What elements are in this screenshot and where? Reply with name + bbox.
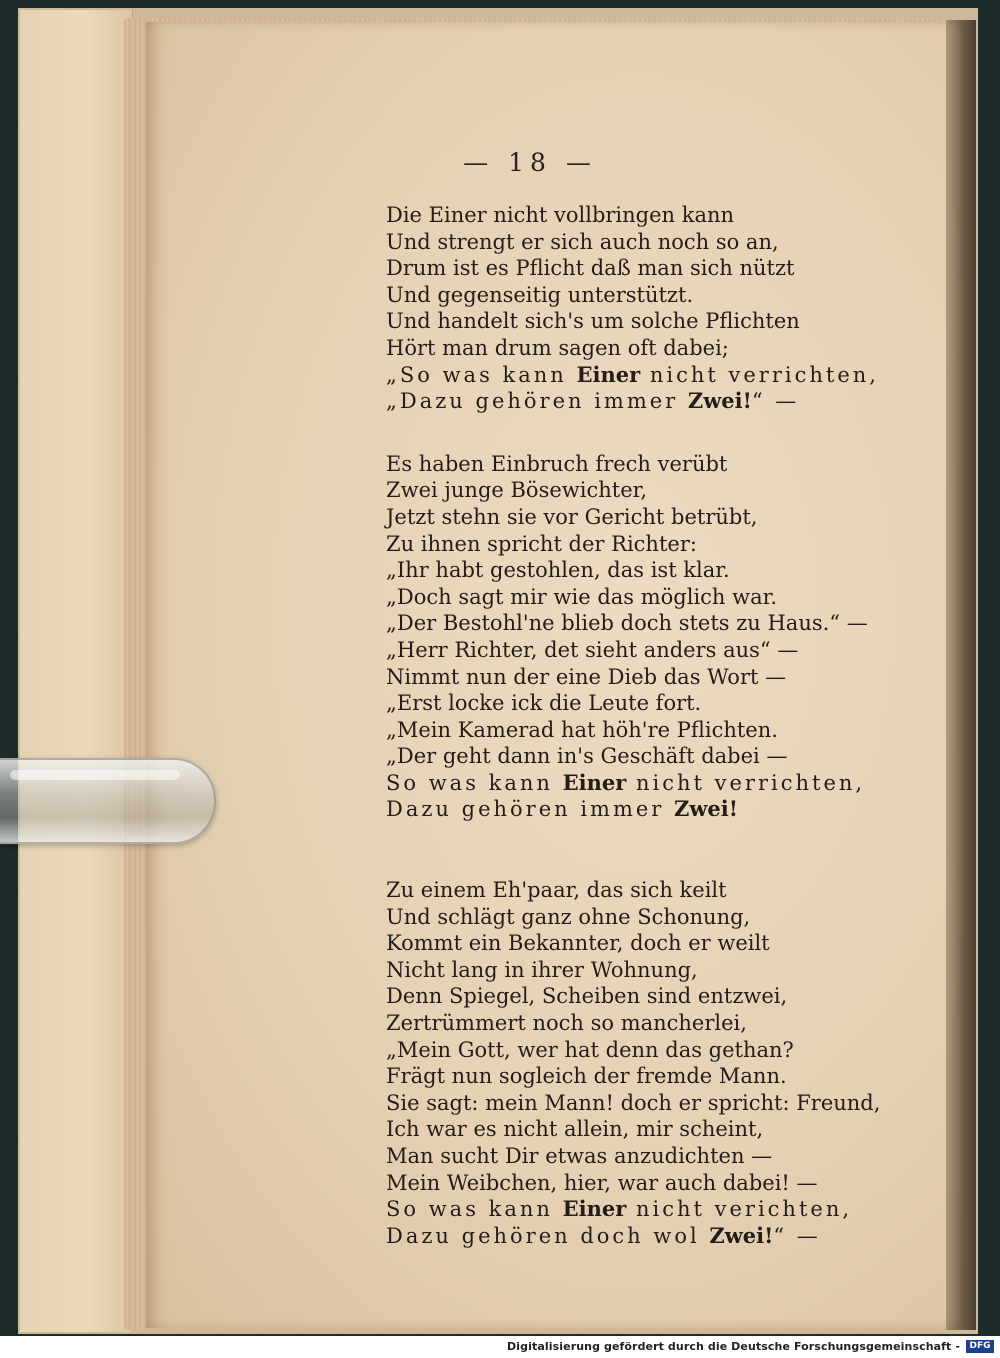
left-page-edge xyxy=(20,10,133,1332)
poem-line: „Der geht dann in's Geschäft dabei — xyxy=(386,744,788,769)
poem-line: Jetzt stehn sie vor Gericht betrübt, xyxy=(386,504,758,529)
poem-line: Zwei junge Bösewichter, xyxy=(386,478,648,503)
poem-line: Zu ihnen spricht der Richter: xyxy=(386,531,697,556)
poem-line: So was kann Einer nicht verrichten, xyxy=(386,769,866,795)
poem-line: Mein Weibchen, hier, war auch dabei! — xyxy=(386,1170,818,1195)
poem-line: Man sucht Dir etwas anzudichten — xyxy=(386,1144,773,1168)
poem-line: Die Einer nicht vollbringen kann xyxy=(386,203,735,227)
poem-line: „Doch sagt mir wie das möglich war. xyxy=(386,584,778,609)
emphasis-word: Zwei! xyxy=(687,388,752,414)
poem-line: „Ihr habt gestohlen, das ist klar. xyxy=(386,558,730,583)
poem-line: Nimmt nun der eine Dieb das Wort — xyxy=(386,664,787,689)
poem-line: So was kann Einer nicht verichten, xyxy=(386,1196,853,1222)
emphasis-word: Zwei! xyxy=(674,796,738,822)
poem-line: Kommt ein Bekannter, doch er weilt xyxy=(386,931,770,956)
dfg-logo: DFG xyxy=(966,1340,994,1353)
poem-line: „Erst locke ick die Leute fort. xyxy=(386,691,702,716)
poem-line: Und handelt sich's um solche Pflichten xyxy=(386,309,800,334)
poem-line: „Dazu gehören immer Zwei!“ — xyxy=(386,388,800,414)
poem-text xyxy=(386,202,946,1249)
poem-line: Hört man drum sagen oft dabei; xyxy=(386,335,729,360)
spine-shadow xyxy=(946,20,976,1330)
page-number: — 18 — xyxy=(463,148,597,177)
poem-line: „Mein Kamerad hat höh're Pflichten. xyxy=(386,717,778,742)
poem-line: Nicht lang in ihrer Wohnung, xyxy=(386,957,698,982)
poem-line: Dazu gehören doch wol Zwei!“ — xyxy=(386,1222,821,1248)
poem-line: Sie sagt: mein Mann! doch er spricht: Freund, xyxy=(386,1090,881,1115)
poem-line: Denn Spiegel, Scheiben sind entzwei, xyxy=(386,984,788,1009)
poem-line: Drum ist es Pflicht daß man sich nützt xyxy=(386,256,795,281)
poem-line: Und gegenseitig unterstützt. xyxy=(386,282,694,307)
poem-line: Und strengt er sich auch noch so an, xyxy=(386,229,779,254)
poem-line: Ich war es nicht allein, mir scheint, xyxy=(386,1117,764,1142)
emphasis-word: Einer xyxy=(576,361,641,387)
poem-line: „Herr Richter, det sieht anders aus“ — xyxy=(386,637,799,662)
stanza-2 xyxy=(386,451,946,823)
glass-page-clip xyxy=(0,758,216,844)
poem-line: „Mein Gott, wer hat denn das gethan? xyxy=(386,1037,794,1062)
poem-line: Dazu gehören immer Zwei! xyxy=(386,796,738,822)
stanza-1 xyxy=(386,202,946,415)
poem-line: Und schlägt ganz ohne Schonung, xyxy=(386,904,751,929)
stanza-3 xyxy=(386,877,946,1249)
poem-line: „So was kann Einer nicht verrichten, xyxy=(386,361,879,387)
poem-line: Frägt nun sogleich der fremde Mann. xyxy=(386,1064,787,1089)
poem-line: Zu einem Eh'paar, das sich keilt xyxy=(386,878,727,903)
poem-line: Es haben Einbruch frech verübt xyxy=(386,451,728,476)
digitization-footer xyxy=(0,1336,1000,1358)
emphasis-word: Einer xyxy=(562,1196,627,1222)
poem-line: Zertrümmert noch so mancherlei, xyxy=(386,1011,747,1036)
poem-line: „Der Bestohl'ne blieb doch stets zu Haus.“ — xyxy=(386,611,868,636)
emphasis-word: Zwei! xyxy=(709,1222,774,1248)
footer-text: Digitalisierung gefördert durch die Deutsche Forschungsgemeinschaft - xyxy=(507,1340,960,1353)
emphasis-word: Einer xyxy=(562,769,627,795)
